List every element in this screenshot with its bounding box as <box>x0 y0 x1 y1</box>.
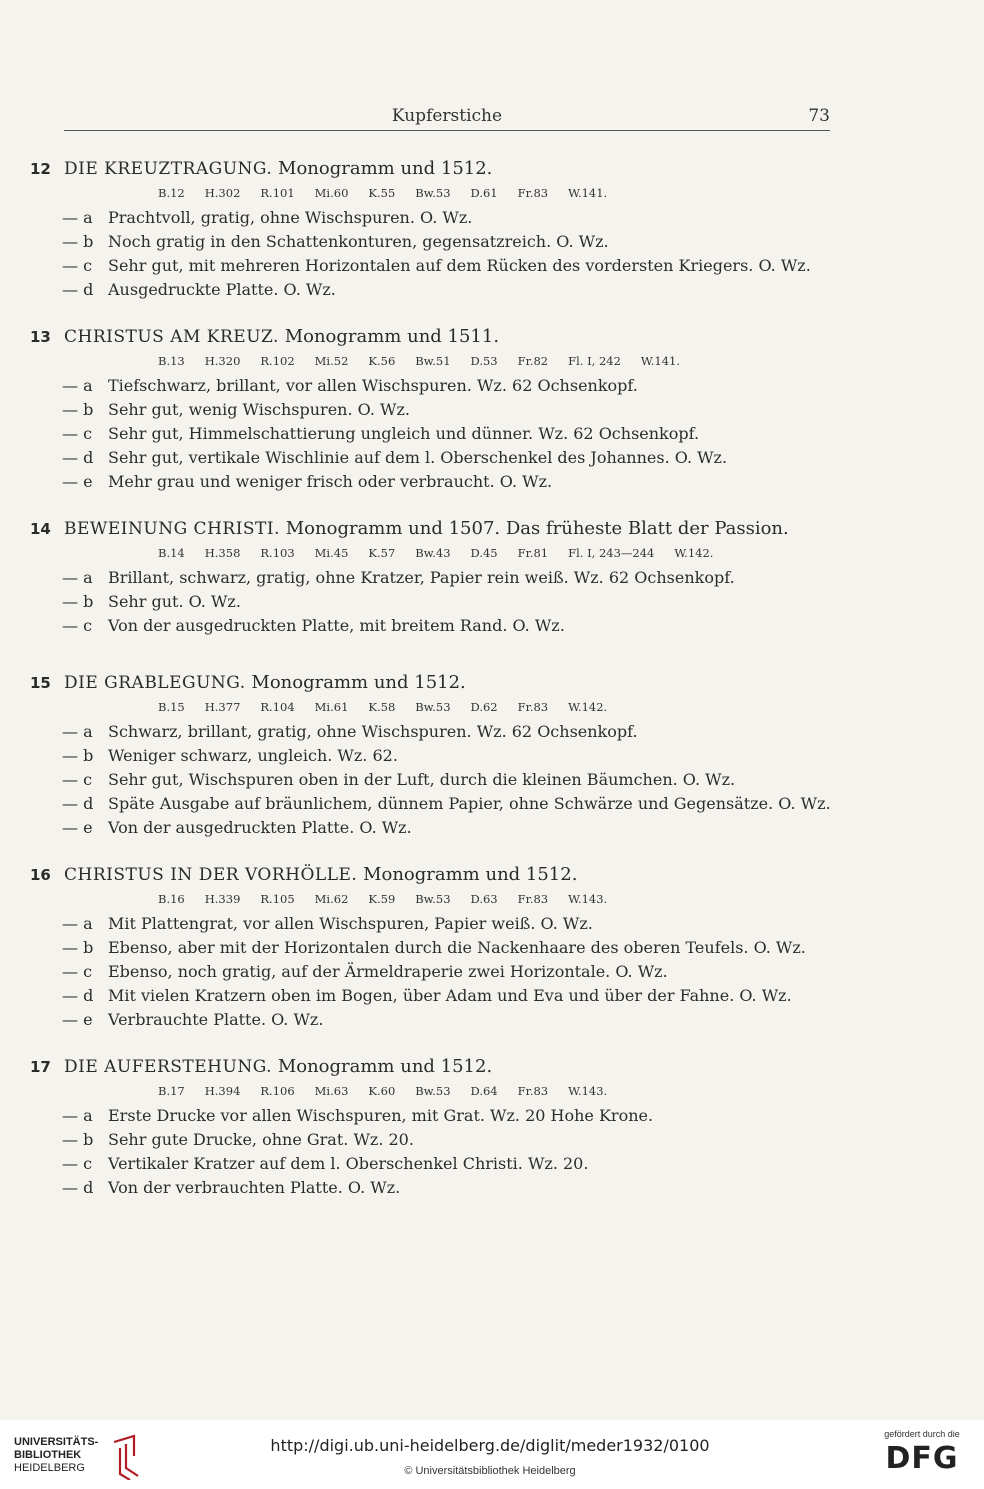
reference: Mi.62 <box>314 892 349 906</box>
state-text: Verbrauchte Platte. O. Wz. <box>108 1010 324 1029</box>
state-line <box>62 448 840 472</box>
entry-description: Monogramm und 1512. <box>278 158 493 179</box>
state-letter <box>62 770 108 789</box>
library-line-2: BIBLIOTHEK <box>14 1449 82 1461</box>
reference: D.53 <box>470 354 498 368</box>
state-line <box>62 818 840 842</box>
state-letter <box>62 1010 108 1029</box>
state-text: Noch gratig in den Schattenkonturen, gegensatzreich. O. Wz. <box>108 232 609 251</box>
state-dash: — <box>62 1106 84 1125</box>
reference: Fr.82 <box>517 354 549 368</box>
reference: Bw.53 <box>415 892 451 906</box>
state-text: Von der verbrauchten Platte. O. Wz. <box>108 1178 401 1197</box>
reference: B.14 <box>158 546 185 560</box>
state-letter-value: c <box>83 962 93 981</box>
entry-title-line <box>64 864 577 885</box>
reference: Fr.83 <box>517 892 549 906</box>
state-letter-value: b <box>83 1130 94 1149</box>
entry-title-line <box>64 672 466 693</box>
state-letter-value: c <box>83 770 93 789</box>
state-text: Ebenso, noch gratig, auf der Ärmeldraperie zwei Horizontale. O. Wz. <box>108 962 668 981</box>
reference-line <box>158 892 840 914</box>
state-text: Mit vielen Kratzern oben im Bogen, über Adam und Eva und über der Fahne. O. Wz. <box>108 986 792 1005</box>
state-dash: — <box>62 770 84 789</box>
reference: B.13 <box>158 354 185 368</box>
reference: Bw.53 <box>415 186 451 200</box>
reference: R.102 <box>260 354 295 368</box>
reference: Fr.83 <box>517 186 549 200</box>
state-line <box>62 746 840 770</box>
state-dash: — <box>62 986 84 1005</box>
state-text: Späte Ausgabe auf bräunlichem, dünnem Papier, ohne Schwärze und Gegensätze. O. Wz. <box>108 794 831 813</box>
state-letter <box>62 794 108 813</box>
state-letter-value: e <box>83 1010 93 1029</box>
entry-heading <box>30 326 840 350</box>
reference: B.12 <box>158 186 185 200</box>
entry-title: DIE AUFERSTEHUNG. <box>64 1057 273 1077</box>
reference: Mi.63 <box>314 1084 349 1098</box>
reference: D.45 <box>470 546 498 560</box>
reference: B.16 <box>158 892 185 906</box>
state-line <box>62 1010 840 1034</box>
state-dash: — <box>62 424 84 443</box>
reference: K.55 <box>368 186 396 200</box>
state-text: Mehr grau und weniger frisch oder verbraucht. O. Wz. <box>108 472 553 491</box>
reference: Fr.83 <box>517 1084 549 1098</box>
reference: Mi.52 <box>314 354 349 368</box>
state-text: Weniger schwarz, ungleich. Wz. 62. <box>108 746 398 765</box>
reference: H.302 <box>204 186 241 200</box>
state-line <box>62 794 840 818</box>
entry-heading <box>30 672 840 696</box>
reference: B.15 <box>158 700 185 714</box>
reference: H.320 <box>204 354 241 368</box>
state-dash: — <box>62 232 84 251</box>
reference: Bw.51 <box>415 354 451 368</box>
state-letter-value: c <box>83 424 93 443</box>
library-name <box>14 1436 98 1475</box>
state-text: Ebenso, aber mit der Horizontalen durch die Nackenhaare des oberen Teufels. O. Wz. <box>108 938 806 957</box>
reference-line <box>158 354 840 376</box>
state-letter <box>62 568 108 587</box>
state-dash: — <box>62 1010 84 1029</box>
state-letter-value: d <box>83 280 94 299</box>
state-letter <box>62 472 108 491</box>
entry-heading <box>30 864 840 888</box>
state-dash: — <box>62 962 84 981</box>
state-dash: — <box>62 592 84 611</box>
state-dash: — <box>62 1130 84 1149</box>
reference: H.394 <box>204 1084 241 1098</box>
state-letter <box>62 1178 108 1197</box>
state-letter <box>62 938 108 957</box>
entry-title: DIE KREUZTRAGUNG. <box>64 159 273 179</box>
entry-title-line <box>64 326 499 347</box>
entry-16 <box>30 864 840 1034</box>
reference: R.105 <box>260 892 295 906</box>
reference: B.17 <box>158 1084 185 1098</box>
state-dash: — <box>62 376 84 395</box>
state-letter <box>62 616 108 635</box>
state-text: Sehr gut, vertikale Wischlinie auf dem l. Oberschenkel des Johannes. O. Wz. <box>108 448 728 467</box>
entry-title-line <box>64 158 492 179</box>
state-line <box>62 472 840 496</box>
state-text: Von der ausgedruckten Platte. O. Wz. <box>108 818 412 837</box>
entry-15 <box>30 672 840 842</box>
state-letter-value: a <box>83 208 93 227</box>
reference: Fr.83 <box>517 700 549 714</box>
entry-description: Monogramm und 1512. <box>277 1056 493 1077</box>
entry-number: 12 <box>30 160 51 178</box>
state-letter <box>62 1154 108 1173</box>
entry-14 <box>30 518 840 640</box>
state-text: Tiefschwarz, brillant, vor allen Wischspuren. Wz. 62 Ochsenkopf. <box>108 376 638 395</box>
state-line <box>62 400 840 424</box>
state-dash: — <box>62 616 84 635</box>
state-text: Brillant, schwarz, gratig, ohne Kratzer, Papier rein weiß. Wz. 62 Ochsenkopf. <box>108 568 735 587</box>
reference: W.143. <box>568 1084 608 1098</box>
state-text: Sehr gut, Wischspuren oben in der Luft, durch die kleinen Bäumchen. O. Wz. <box>108 770 736 789</box>
reference: W.142. <box>674 546 714 560</box>
state-dash: — <box>62 818 84 837</box>
reference: Mi.60 <box>314 186 349 200</box>
entry-number: 17 <box>30 1058 51 1076</box>
state-letter-value: c <box>83 256 93 275</box>
state-letter <box>62 722 108 741</box>
state-letter-value: d <box>83 1178 94 1197</box>
state-dash: — <box>62 208 84 227</box>
reference: D.64 <box>470 1084 498 1098</box>
reference: D.63 <box>470 892 498 906</box>
state-line <box>62 376 840 400</box>
state-letter <box>62 232 108 251</box>
entry-description: Monogramm und 1507. Das früheste Blatt der Passion. <box>285 518 789 539</box>
state-letter-value: a <box>83 568 93 587</box>
reference: Fr.81 <box>517 546 549 560</box>
state-letter-value: d <box>83 986 94 1005</box>
state-letter-value: b <box>83 232 94 251</box>
state-text: Sehr gute Drucke, ohne Grat. Wz. 20. <box>108 1130 414 1149</box>
state-dash: — <box>62 448 84 467</box>
reference: R.106 <box>260 1084 295 1098</box>
state-dash: — <box>62 568 84 587</box>
state-letter-value: d <box>83 794 94 813</box>
state-letter <box>62 256 108 275</box>
entry-12 <box>30 158 840 304</box>
entry-13 <box>30 326 840 496</box>
reference: D.61 <box>470 186 498 200</box>
state-line <box>62 592 840 616</box>
entry-title: CHRISTUS AM KREUZ. <box>64 327 279 347</box>
state-dash: — <box>62 280 84 299</box>
reference: W.141. <box>640 354 680 368</box>
state-letter <box>62 592 108 611</box>
reference: R.101 <box>260 186 295 200</box>
state-text: Sehr gut. O. Wz. <box>108 592 241 611</box>
state-line <box>62 986 840 1010</box>
reference: R.104 <box>260 700 295 714</box>
permalink[interactable]: http://digi.ub.uni-heidelberg.de/diglit/meder1932/0100 <box>270 1436 710 1455</box>
entry-description: Monogramm und 1512. <box>363 864 578 885</box>
state-line <box>62 280 840 304</box>
state-letter <box>62 376 108 395</box>
entry-17 <box>30 1056 840 1202</box>
state-letter <box>62 400 108 419</box>
state-dash: — <box>62 938 84 957</box>
dfg-logo: DFG <box>885 1441 959 1476</box>
reference-line <box>158 186 840 208</box>
reference: Bw.53 <box>415 1084 451 1098</box>
state-letter-value: a <box>83 914 93 933</box>
entry-number: 15 <box>30 674 51 692</box>
state-line <box>62 256 840 280</box>
state-text: Vertikaler Kratzer auf dem l. Oberschenkel Christi. Wz. 20. <box>108 1154 589 1173</box>
state-letter <box>62 1106 108 1125</box>
state-letter <box>62 208 108 227</box>
reference: W.142. <box>568 700 608 714</box>
state-letter-value: b <box>83 592 94 611</box>
entry-number: 16 <box>30 866 51 884</box>
state-dash: — <box>62 722 84 741</box>
state-line <box>62 568 840 592</box>
reference: D.62 <box>470 700 498 714</box>
state-dash: — <box>62 794 84 813</box>
reference: W.141. <box>568 186 608 200</box>
state-letter <box>62 818 108 837</box>
state-text: Sehr gut, Himmelschattierung ungleich und dünner. Wz. 62 Ochsenkopf. <box>108 424 700 443</box>
running-title: Kupferstiche <box>391 106 503 126</box>
state-letter <box>62 986 108 1005</box>
state-dash: — <box>62 1154 84 1173</box>
state-dash: — <box>62 746 84 765</box>
state-dash: — <box>62 914 84 933</box>
reference-line <box>158 546 840 568</box>
state-line <box>62 424 840 448</box>
state-text: Von der ausgedruckten Platte, mit breitem Rand. O. Wz. <box>108 616 565 635</box>
state-line <box>62 1130 840 1154</box>
reference: K.58 <box>368 700 396 714</box>
state-letter <box>62 280 108 299</box>
state-letter <box>62 448 108 467</box>
page-number: 73 <box>808 106 830 126</box>
reference: H.377 <box>204 700 241 714</box>
state-dash: — <box>62 472 84 491</box>
state-text: Schwarz, brillant, gratig, ohne Wischspuren. Wz. 62 Ochsenkopf. <box>108 722 638 741</box>
entry-title: DIE GRABLEGUNG. <box>64 673 246 693</box>
reference: K.60 <box>368 1084 396 1098</box>
state-letter <box>62 1130 108 1149</box>
state-letter-value: b <box>83 746 94 765</box>
entry-heading <box>30 518 840 542</box>
reference: H.339 <box>204 892 241 906</box>
state-letter-value: d <box>83 448 94 467</box>
reference: Fl. I, 242 <box>568 354 621 368</box>
entry-title-line <box>64 1056 492 1077</box>
library-line-3: HEIDELBERG <box>14 1462 85 1474</box>
reference: Bw.43 <box>415 546 451 560</box>
entry-number: 14 <box>30 520 51 538</box>
entry-number: 13 <box>30 328 51 346</box>
state-text: Erste Drucke vor allen Wischspuren, mit Grat. Wz. 20 Hohe Krone. <box>108 1106 654 1125</box>
state-dash: — <box>62 400 84 419</box>
state-letter-value: e <box>83 818 93 837</box>
state-letter-value: c <box>83 1154 93 1173</box>
entry-title: BEWEINUNG CHRISTI. <box>64 519 281 539</box>
state-text: Mit Plattengrat, vor allen Wischspuren, Papier weiß. O. Wz. <box>108 914 593 933</box>
state-line <box>62 962 840 986</box>
state-letter <box>62 914 108 933</box>
state-letter <box>62 424 108 443</box>
running-head <box>64 104 830 131</box>
state-text: Sehr gut, wenig Wischspuren. O. Wz. <box>108 400 410 419</box>
reference: Mi.45 <box>314 546 349 560</box>
reference: K.57 <box>368 546 396 560</box>
library-line-1: UNIVERSITÄTS- <box>14 1436 99 1448</box>
state-line <box>62 1154 840 1178</box>
reference: Bw.53 <box>415 700 451 714</box>
state-line <box>62 208 840 232</box>
state-line <box>62 914 840 938</box>
state-line <box>62 1106 840 1130</box>
state-letter-value: b <box>83 400 94 419</box>
entry-heading <box>30 158 840 182</box>
reference: W.143. <box>568 892 608 906</box>
entry-description: Monogramm und 1511. <box>284 326 500 347</box>
state-line <box>62 722 840 746</box>
state-line <box>62 616 840 640</box>
entry-description: Monogramm und 1512. <box>251 672 466 693</box>
entry-title-line <box>64 518 789 539</box>
reference: K.59 <box>368 892 396 906</box>
copyright-note: © Universitätsbibliothek Heidelberg <box>404 1465 576 1477</box>
state-letter <box>62 746 108 765</box>
reference: R.103 <box>260 546 295 560</box>
state-line <box>62 1178 840 1202</box>
reference-line <box>158 1084 840 1106</box>
entry-heading <box>30 1056 840 1080</box>
reference: Fl. I, 243—244 <box>568 546 655 560</box>
funding-note: gefördert durch die <box>884 1429 960 1439</box>
state-text: Sehr gut, mit mehreren Horizontalen auf dem Rücken des vordersten Kriegers. O. Wz. <box>108 256 811 275</box>
state-dash: — <box>62 256 84 275</box>
state-letter-value: e <box>83 472 93 491</box>
reference: H.358 <box>204 546 241 560</box>
state-letter-value: a <box>83 722 93 741</box>
state-text: Prachtvoll, gratig, ohne Wischspuren. O. Wz. <box>108 208 473 227</box>
state-text: Ausgedruckte Platte. O. Wz. <box>108 280 336 299</box>
state-dash: — <box>62 1178 84 1197</box>
state-letter-value: a <box>83 376 93 395</box>
state-letter-value: b <box>83 938 94 957</box>
state-letter <box>62 962 108 981</box>
reference: K.56 <box>368 354 396 368</box>
entry-title: CHRISTUS IN DER VORHÖLLE. <box>64 865 358 885</box>
state-letter-value: c <box>83 616 93 635</box>
state-letter-value: a <box>83 1106 93 1125</box>
reference-line <box>158 700 840 722</box>
state-line <box>62 232 840 256</box>
state-line <box>62 938 840 962</box>
reference: Mi.61 <box>314 700 349 714</box>
state-line <box>62 770 840 794</box>
